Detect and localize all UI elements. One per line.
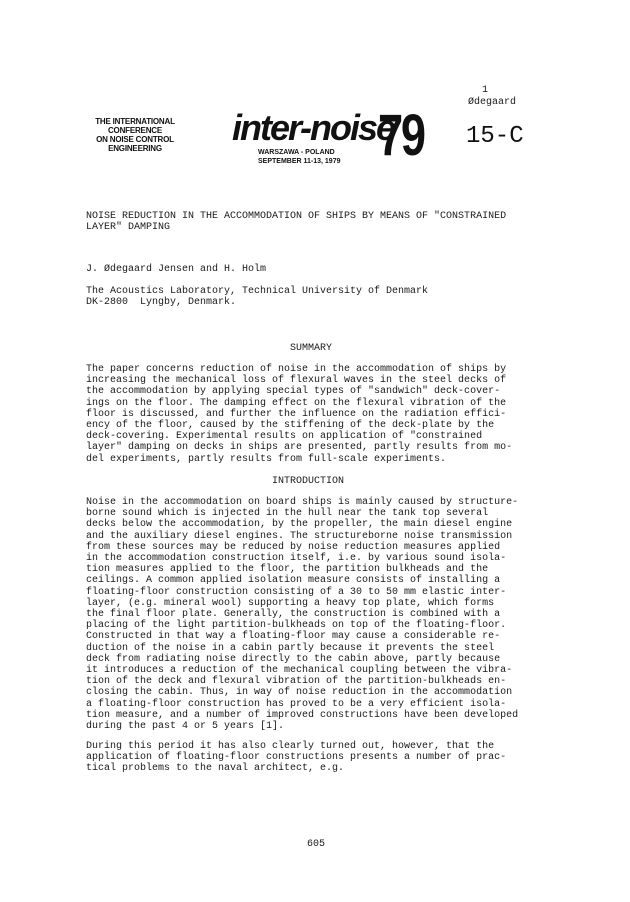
body-line: borne sound which is injected in the hull near the tank top several: [86, 508, 489, 520]
body-line: tion measures applied to the floor, the partition bulkheads and the: [86, 564, 489, 576]
summary-line: del experiments, partly results from full-scale experiments.: [86, 453, 447, 465]
body-line: decks below the accommodation, by the propeller, the main diesel engine: [86, 519, 513, 531]
page-number: 605: [307, 839, 326, 850]
summary-line: deck-covering. Experimental results on application of "constrained: [86, 431, 483, 443]
body-line: tion measure, and a number of improved constructions have been developed: [86, 709, 519, 721]
summary-line: ings on the floor. The damping effect on the flexural vibration of the: [86, 397, 507, 409]
body-line: duction of the noise in a cabin partly because it prevents the steel: [86, 642, 495, 654]
conference-location: [258, 148, 341, 166]
location-line: WARSZAWA - POLAND: [258, 149, 335, 156]
body-line: the final floor plate. Generally, the construction is combined with a: [86, 609, 501, 621]
body-line: closing the cabin. Thus, in way of noise reduction in the accommodation: [86, 687, 513, 699]
body-line: tion of the deck and flexural vibration of the partition-bulkheads en-: [86, 676, 507, 688]
body-line: ceilings. A common applied isolation measure consists of installing a: [86, 575, 501, 587]
body-line: Constructed in that way a floating-floor may cause a considerable re-: [86, 631, 501, 643]
body-line: During this period it has also clearly turned out, however, that the: [86, 741, 495, 752]
conference-logo: inter-noise: [232, 107, 395, 148]
org-line: ON NOISE CONTROL: [96, 135, 174, 144]
body-line: placing of the light partition-bulkheads on top of the floating-floor.: [86, 620, 507, 632]
summary-line: layer" damping on decks in ships are presented, partly results from mo-: [86, 442, 513, 454]
body-line: Noise in the accommodation on board ships is mainly caused by structure-: [86, 497, 519, 508]
introduction-paragraph-1: [86, 497, 518, 732]
title-line: LAYER" DAMPING: [86, 222, 171, 234]
body-line: during the past 4 or 5 years [1].: [86, 721, 285, 733]
body-line: and the auxiliary diesel engines. The structureborne noise transmission: [86, 530, 513, 542]
body-line: a floating-floor construction has proved to be a very efficient isola-: [86, 698, 507, 710]
body-line: it introduces a reduction of the mechanical coupling between the vibra-: [86, 665, 513, 677]
org-line: THE INTERNATIONAL: [95, 117, 175, 126]
introduction-heading: INTRODUCTION: [272, 476, 345, 487]
body-line: floating-floor construction consisting of a 30 to 50 mm elastic inter-: [86, 586, 507, 598]
conference-year: 79: [378, 103, 424, 168]
affiliation: [86, 286, 428, 308]
paper-code: 15-C: [466, 123, 524, 150]
affiliation-line: The Acoustics Laboratory, Technical University of Denmark: [86, 286, 429, 297]
authors: J. Ødegaard Jensen and H. Holm: [86, 264, 267, 275]
location-line: SEPTEMBER 11-13, 1979: [258, 158, 341, 165]
summary-line: the accommodation by applying special types of "sandwich" deck-cover-: [86, 386, 501, 398]
paper-title: [86, 211, 506, 233]
introduction-paragraph-2: [86, 741, 506, 775]
title-line: NOISE REDUCTION IN THE ACCOMMODATION OF SHIPS BY MEANS OF "CONSTRAINED: [86, 211, 507, 222]
body-line: layer, (e.g. mineral wool) supporting a heavy top plate, which forms: [86, 597, 495, 609]
body-line: application of floating-floor constructions presents a number of prac-: [86, 752, 507, 764]
running-author: Ødegaard: [468, 97, 517, 108]
summary-body: [86, 364, 512, 465]
summary-heading: SUMMARY: [290, 343, 333, 354]
summary-line: ency of the floor, caused by the stiffening of the deck-plate by the: [86, 420, 495, 432]
org-line: ENGINEERING: [108, 144, 162, 153]
body-line: tical problems to the naval architect, e.g.: [86, 763, 345, 775]
body-line: from these sources may be reduced by noise reduction measures applied: [86, 541, 501, 553]
affiliation-line: DK-2800 Lyngby, Denmark.: [86, 297, 237, 309]
body-line: in the accommodation construction itself, i.e. by various sound isola-: [86, 553, 507, 565]
summary-line: increasing the mechanical loss of flexural waves in the steel decks of: [86, 375, 507, 387]
page-index: 1: [482, 85, 489, 96]
summary-line: floor is discussed, and further the influence on the radiation effici-: [86, 408, 507, 420]
org-line: CONFERENCE: [107, 126, 162, 135]
summary-line: The paper concerns reduction of noise in the accommodation of ships by: [86, 364, 507, 375]
conference-organizer: [92, 117, 178, 153]
body-line: deck from radiating noise directly to the cabin above, partly because: [86, 653, 501, 665]
